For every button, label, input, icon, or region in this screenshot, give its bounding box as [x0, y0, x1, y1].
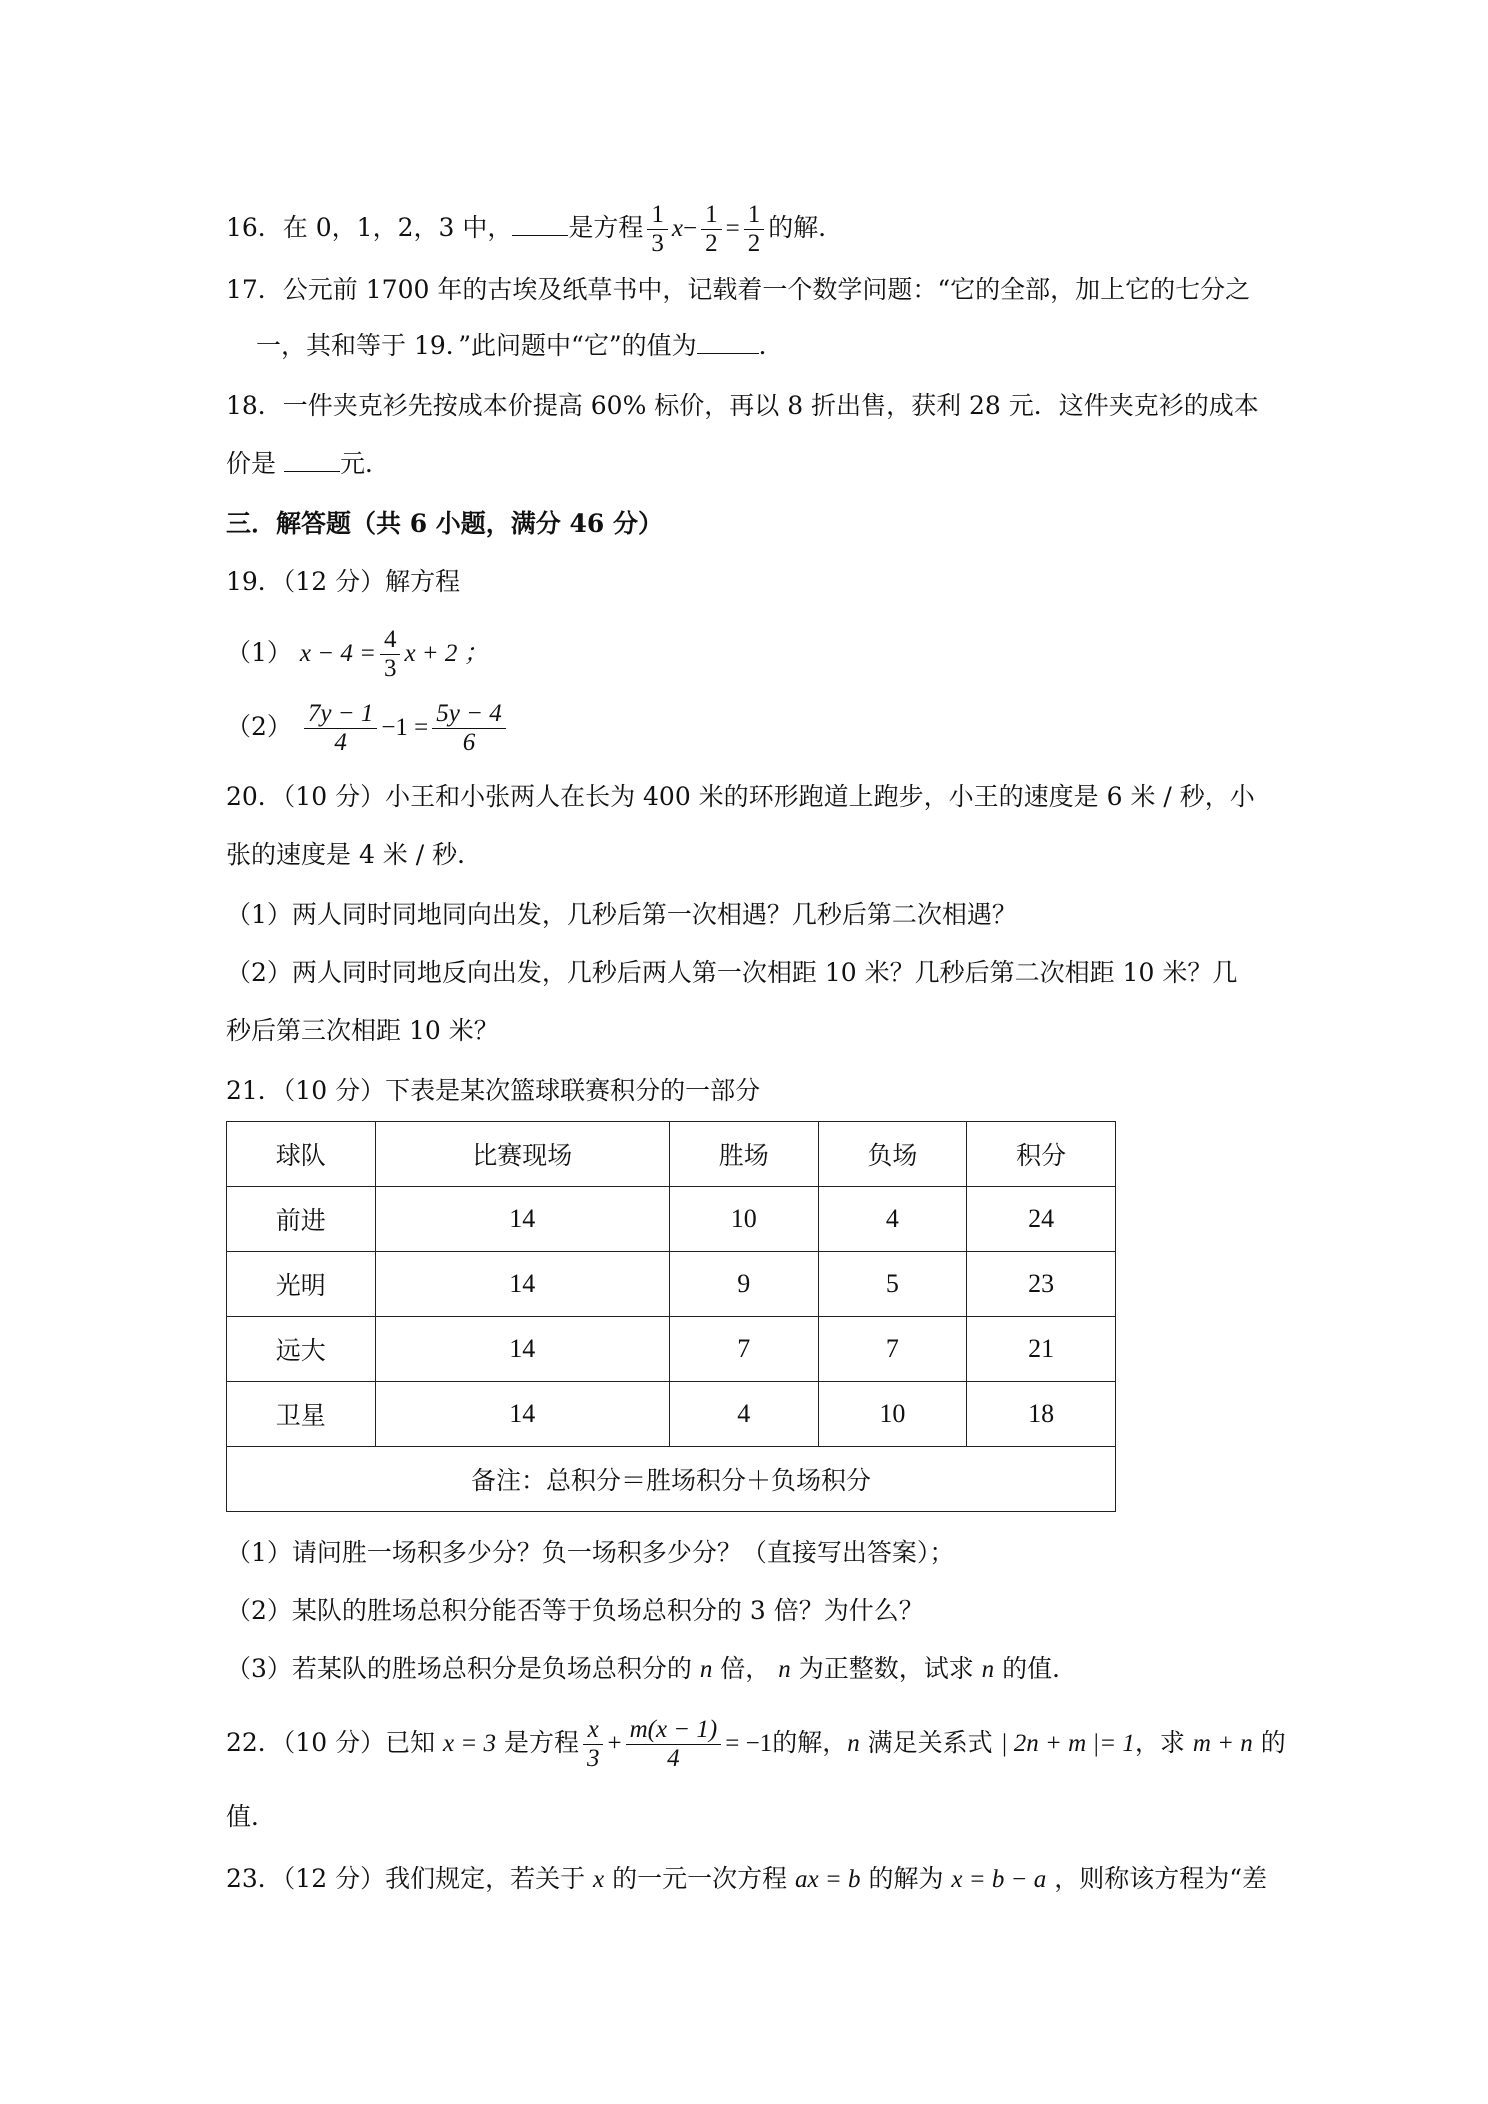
question-23-line-1: 23．（12 分）我们规定，若关于 x 的一元一次方程 ax = b 的解为 x = b − a ，则称该方程为“差 [226, 1864, 1267, 1893]
q16-fraction-3: $\frac{1}{2}$ [744, 201, 765, 258]
question-18-line-2: 价是 元． [226, 449, 390, 478]
table-cell: 9 [669, 1252, 818, 1317]
table-cell: 14 [375, 1252, 669, 1317]
q22-fraction-1: $\frac{x}{3}$ [583, 1716, 604, 1773]
q16-text-b: 是方程 [568, 213, 644, 242]
q16-fraction-2: $\frac{1}{2}$ [701, 201, 722, 258]
table-cell: 10 [818, 1382, 967, 1447]
question-21-title: 21．（10 分）下表是某次篮球联赛积分的一部分 [226, 1076, 761, 1105]
question-19-title: 19．（12 分）解方程 [226, 567, 461, 596]
question-21-part-3: （3）若某队的胜场总积分是负场总积分的 n 倍， n 为正整数，试求 n 的值． [226, 1654, 1078, 1683]
q22-fraction-2: $\frac{m(x - 1)}{4}$ [626, 1716, 722, 1773]
question-16: 16．在 0，1，2，3 中， 是方程 $\frac{1}{3}$ x− $\frac{1}{2}$ = $\frac{1}{2}$ 的解． [226, 201, 844, 257]
q16-fraction-1: $\frac{1}{3}$ [647, 201, 668, 258]
score-table [226, 1121, 1116, 1512]
question-20-part-2: （2）两人同时同地反向出发，几秒后两人第一次相距 10 米？几秒后第二次相距 10 米？几 [226, 958, 1238, 987]
q19-fraction-right: $\frac{5y - 4}{6}$ [432, 700, 505, 757]
question-19-part-1: （1） x − 4 = $\frac{4}{3}$ x + 2 ； [226, 626, 489, 682]
question-22-line-2: 值． [226, 1802, 277, 1831]
table-note: 备注：总积分＝胜场积分＋负场积分 [227, 1447, 1116, 1512]
q19-fraction-left: $\frac{7y - 1}{4}$ [304, 700, 377, 757]
header-cell: 比赛现场 [375, 1122, 669, 1187]
question-22-line-1: 22．（10 分）已知 x = 3 是方程 $\frac{x}{3}$ + $\frac{m(x - 1)}{4}$ = −1的解，n 满足关系式 | 2n + m |= 1，求 m + n 的 [226, 1716, 1286, 1772]
q17-answer-blank [697, 329, 759, 354]
q16-text-c: 的解． [768, 213, 844, 242]
table-cell: 7 [818, 1317, 967, 1382]
question-21-part-1: （1）请问胜一场积多少分？负一场积多少分？（直接写出答案）； [226, 1538, 955, 1567]
question-17-line-1: 17．公元前 1700 年的古埃及纸草书中，记载着一个数学问题：“它的全部，加上它的七分之 [226, 275, 1251, 304]
table-row [227, 1382, 1116, 1447]
table-cell: 14 [375, 1382, 669, 1447]
table-row [227, 1317, 1116, 1382]
table-cell: 23 [967, 1252, 1116, 1317]
table-cell: 4 [818, 1187, 967, 1252]
question-20-part-2-cont: 秒后第三次相距 10 米？ [226, 1016, 499, 1045]
question-21-part-2: （2）某队的胜场总积分能否等于负场总积分的 3 倍？为什么？ [226, 1596, 924, 1625]
table-cell: 10 [669, 1187, 818, 1252]
table-row [227, 1187, 1116, 1252]
q16-answer-blank [512, 211, 568, 236]
q19-fraction: $\frac{4}{3}$ [380, 626, 401, 683]
table-cell: 18 [967, 1382, 1116, 1447]
question-19-part-2: （2） $\frac{7y - 1}{4}$ −1 = $\frac{5y - 4}{6}$ [226, 700, 1278, 757]
table-cell: 前进 [227, 1187, 376, 1252]
header-cell: 负场 [818, 1122, 967, 1187]
question-20-line-2: 张的速度是 4 米 / 秒． [226, 840, 483, 869]
table-cell: 卫星 [227, 1382, 376, 1447]
table-note-row [227, 1447, 1116, 1512]
table-cell: 21 [967, 1317, 1116, 1382]
header-cell: 积分 [967, 1122, 1116, 1187]
section-3-heading: 三．解答题（共 6 小题，满分 46 分） [226, 509, 664, 538]
table-header-row [227, 1122, 1116, 1187]
table-cell: 5 [818, 1252, 967, 1317]
header-cell: 胜场 [669, 1122, 818, 1187]
q16-text-a: 16．在 0，1，2，3 中， [226, 213, 513, 242]
table-cell: 远大 [227, 1317, 376, 1382]
question-18-line-1: 18．一件夹克衫先按成本价提高 60% 标价，再以 8 折出售，获利 28 元．这件夹克衫的成本 [226, 391, 1259, 420]
question-20-line-1: 20．（10 分）小王和小张两人在长为 400 米的环形跑道上跑步，小王的速度是 6 米 / 秒，小 [226, 782, 1255, 811]
table-cell: 14 [375, 1317, 669, 1382]
q18-answer-blank [284, 447, 340, 472]
table-cell: 24 [967, 1187, 1116, 1252]
table-cell: 4 [669, 1382, 818, 1447]
question-17-line-2: 一，其和等于 19．”此问题中“它”的值为 ． [256, 331, 784, 360]
question-20-part-1: （1）两人同时同地同向出发，几秒后第一次相遇？几秒后第二次相遇？ [226, 900, 1017, 929]
header-cell: 球队 [227, 1122, 376, 1187]
table-cell: 光明 [227, 1252, 376, 1317]
table-row [227, 1252, 1116, 1317]
table-cell: 7 [669, 1317, 818, 1382]
table-cell: 14 [375, 1187, 669, 1252]
